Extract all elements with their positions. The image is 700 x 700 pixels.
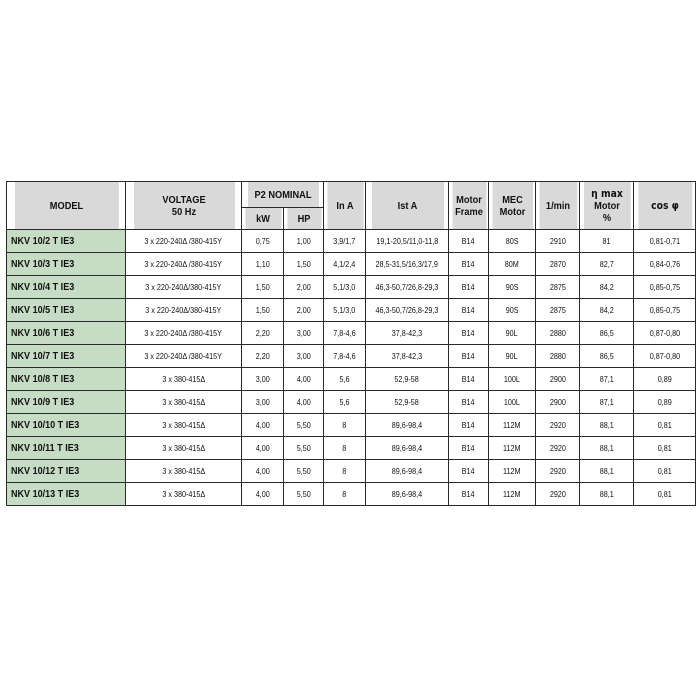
cell-hp: 5,50 [284, 460, 324, 483]
table-row [7, 299, 696, 322]
table-row [7, 460, 696, 483]
cell-eta: 88,1 [580, 414, 634, 437]
cell-cos-phi: 0,85-0,75 [634, 299, 696, 322]
cell-model: NKV 10/8 T IE3 [7, 368, 126, 391]
cell-eta: 81 [580, 230, 634, 253]
cell-motor-frame: B14 [449, 230, 489, 253]
cell-mec-motor: 112M [489, 414, 536, 437]
cell-motor-frame: B14 [449, 460, 489, 483]
cell-rpm: 2875 [536, 276, 580, 299]
cell-eta: 88,1 [580, 437, 634, 460]
cell-rpm: 2870 [536, 253, 580, 276]
cell-voltage: 3 x 380-415Δ [126, 437, 242, 460]
cell-ist-a: 19,1-20,5/11,0-11,8 [366, 230, 449, 253]
cell-in-a: 5,1/3,0 [324, 276, 366, 299]
table-row [7, 230, 696, 253]
cell-hp: 4,00 [284, 391, 324, 414]
cell-cos-phi: 0,87-0,80 [634, 322, 696, 345]
cell-hp: 2,00 [284, 299, 324, 322]
table-body [7, 230, 696, 506]
table-row [7, 437, 696, 460]
cell-rpm: 2920 [536, 460, 580, 483]
cell-model: NKV 10/13 T IE3 [7, 483, 126, 506]
cell-eta: 87,1 [580, 391, 634, 414]
cell-model: NKV 10/3 T IE3 [7, 253, 126, 276]
cell-in-a: 8 [324, 414, 366, 437]
cell-ist-a: 37,8-42,3 [366, 345, 449, 368]
cell-voltage: 3 x 220-240Δ /380-415Y [126, 253, 242, 276]
header-hp: HP [286, 208, 321, 230]
header-cos-phi: cos φ [637, 182, 692, 230]
header-p2-nominal: P2 NOMINAL [246, 182, 318, 208]
cell-ist-a: 89,6-98,4 [366, 483, 449, 506]
cell-hp: 5,50 [284, 414, 324, 437]
cell-model: NKV 10/7 T IE3 [7, 345, 126, 368]
cell-in-a: 7,8-4,6 [324, 322, 366, 345]
cell-ist-a: 46,3-50,7/26,8-29,3 [366, 299, 449, 322]
cell-mec-motor: 112M [489, 483, 536, 506]
cell-kw: 1,50 [242, 299, 284, 322]
cell-in-a: 5,1/3,0 [324, 299, 366, 322]
cell-cos-phi: 0,81 [634, 483, 696, 506]
cell-model: NKV 10/4 T IE3 [7, 276, 126, 299]
cell-model: NKV 10/6 T IE3 [7, 322, 126, 345]
cell-voltage: 3 x 220-240Δ/380-415Y [126, 299, 242, 322]
cell-model: NKV 10/11 T IE3 [7, 437, 126, 460]
cell-cos-phi: 0,89 [634, 391, 696, 414]
table-row [7, 276, 696, 299]
cell-motor-frame: B14 [449, 299, 489, 322]
cell-cos-phi: 0,85-0,75 [634, 276, 696, 299]
cell-motor-frame: B14 [449, 391, 489, 414]
cell-kw: 3,00 [242, 391, 284, 414]
cell-mec-motor: 112M [489, 437, 536, 460]
cell-eta: 86,5 [580, 322, 634, 345]
cell-voltage: 3 x 220-240Δ/380-415Y [126, 276, 242, 299]
cell-rpm: 2900 [536, 391, 580, 414]
cell-in-a: 4,1/2,4 [324, 253, 366, 276]
cell-hp: 1,50 [284, 253, 324, 276]
cell-voltage: 3 x 220-240Δ /380-415Y [126, 322, 242, 345]
cell-motor-frame: B14 [449, 414, 489, 437]
cell-in-a: 5,6 [324, 368, 366, 391]
header-eta-max: η max Motor % [583, 182, 631, 230]
table-row [7, 322, 696, 345]
cell-mec-motor: 112M [489, 460, 536, 483]
cell-kw: 1,50 [242, 276, 284, 299]
header-model: MODEL [14, 182, 119, 230]
cell-voltage: 3 x 380-415Δ [126, 414, 242, 437]
cell-cos-phi: 0,81 [634, 437, 696, 460]
table-row [7, 253, 696, 276]
cell-hp: 1,00 [284, 230, 324, 253]
cell-in-a: 5,6 [324, 391, 366, 414]
cell-kw: 2,20 [242, 322, 284, 345]
header-voltage: VOLTAGE 50 Hz [132, 182, 234, 230]
table-row [7, 345, 696, 368]
cell-eta: 82,7 [580, 253, 634, 276]
cell-eta: 84,2 [580, 299, 634, 322]
cell-voltage: 3 x 220-240Δ /380-415Y [126, 230, 242, 253]
cell-rpm: 2920 [536, 437, 580, 460]
cell-model: NKV 10/2 T IE3 [7, 230, 126, 253]
cell-eta: 88,1 [580, 483, 634, 506]
cell-rpm: 2880 [536, 345, 580, 368]
cell-kw: 4,00 [242, 483, 284, 506]
cell-rpm: 2910 [536, 230, 580, 253]
table-row [7, 368, 696, 391]
cell-kw: 4,00 [242, 437, 284, 460]
table-row [7, 483, 696, 506]
cell-motor-frame: B14 [449, 483, 489, 506]
cell-mec-motor: 90S [489, 299, 536, 322]
cell-in-a: 8 [324, 460, 366, 483]
cell-rpm: 2900 [536, 368, 580, 391]
cell-hp: 5,50 [284, 437, 324, 460]
header-rpm: 1/min [538, 182, 577, 230]
cell-hp: 5,50 [284, 483, 324, 506]
table-header [7, 182, 696, 230]
cell-mec-motor: 80S [489, 230, 536, 253]
cell-ist-a: 37,8-42,3 [366, 322, 449, 345]
header-kw: kW [244, 208, 281, 230]
cell-mec-motor: 90S [489, 276, 536, 299]
cell-in-a: 7,8-4,6 [324, 345, 366, 368]
cell-motor-frame: B14 [449, 253, 489, 276]
cell-ist-a: 52,9-58 [366, 391, 449, 414]
cell-rpm: 2920 [536, 483, 580, 506]
cell-kw: 4,00 [242, 460, 284, 483]
cell-ist-a: 89,6-98,4 [366, 460, 449, 483]
cell-kw: 0,75 [242, 230, 284, 253]
cell-hp: 3,00 [284, 322, 324, 345]
cell-ist-a: 46,3-50,7/26,8-29,3 [366, 276, 449, 299]
header-mec-motor: MEC Motor [491, 182, 532, 230]
cell-rpm: 2880 [536, 322, 580, 345]
cell-voltage: 3 x 380-415Δ [126, 391, 242, 414]
cell-cos-phi: 0,84-0,76 [634, 253, 696, 276]
cell-voltage: 3 x 220-240Δ /380-415Y [126, 345, 242, 368]
cell-model: NKV 10/12 T IE3 [7, 460, 126, 483]
cell-model: NKV 10/9 T IE3 [7, 391, 126, 414]
cell-voltage: 3 x 380-415Δ [126, 368, 242, 391]
cell-eta: 88,1 [580, 460, 634, 483]
cell-kw: 1,10 [242, 253, 284, 276]
header-in-a: In A [326, 182, 363, 230]
cell-motor-frame: B14 [449, 368, 489, 391]
cell-rpm: 2875 [536, 299, 580, 322]
cell-voltage: 3 x 380-415Δ [126, 460, 242, 483]
cell-cos-phi: 0,81 [634, 414, 696, 437]
header-row-1 [7, 182, 696, 208]
table-row [7, 414, 696, 437]
cell-eta: 86,5 [580, 345, 634, 368]
cell-in-a: 8 [324, 437, 366, 460]
cell-cos-phi: 0,81-0,71 [634, 230, 696, 253]
header-motor-frame: Motor Frame [451, 182, 486, 230]
cell-motor-frame: B14 [449, 276, 489, 299]
cell-hp: 2,00 [284, 276, 324, 299]
cell-mec-motor: 90L [489, 322, 536, 345]
cell-cos-phi: 0,87-0,80 [634, 345, 696, 368]
cell-in-a: 3,9/1,7 [324, 230, 366, 253]
cell-motor-frame: B14 [449, 322, 489, 345]
cell-mec-motor: 100L [489, 391, 536, 414]
cell-cos-phi: 0,81 [634, 460, 696, 483]
cell-kw: 3,00 [242, 368, 284, 391]
cell-voltage: 3 x 380-415Δ [126, 483, 242, 506]
cell-motor-frame: B14 [449, 437, 489, 460]
cell-mec-motor: 90L [489, 345, 536, 368]
cell-eta: 84,2 [580, 276, 634, 299]
cell-motor-frame: B14 [449, 345, 489, 368]
cell-rpm: 2920 [536, 414, 580, 437]
cell-in-a: 8 [324, 483, 366, 506]
cell-kw: 2,20 [242, 345, 284, 368]
cell-ist-a: 89,6-98,4 [366, 437, 449, 460]
cell-ist-a: 89,6-98,4 [366, 414, 449, 437]
cell-model: NKV 10/10 T IE3 [7, 414, 126, 437]
table-row [7, 391, 696, 414]
cell-ist-a: 52,9-58 [366, 368, 449, 391]
cell-kw: 4,00 [242, 414, 284, 437]
cell-hp: 3,00 [284, 345, 324, 368]
cell-ist-a: 28,5-31,5/16,3/17,9 [366, 253, 449, 276]
cell-mec-motor: 100L [489, 368, 536, 391]
cell-model: NKV 10/5 T IE3 [7, 299, 126, 322]
spec-table [6, 181, 696, 506]
cell-hp: 4,00 [284, 368, 324, 391]
cell-mec-motor: 80M [489, 253, 536, 276]
header-ist-a: Ist A [370, 182, 443, 230]
cell-eta: 87,1 [580, 368, 634, 391]
cell-cos-phi: 0,89 [634, 368, 696, 391]
